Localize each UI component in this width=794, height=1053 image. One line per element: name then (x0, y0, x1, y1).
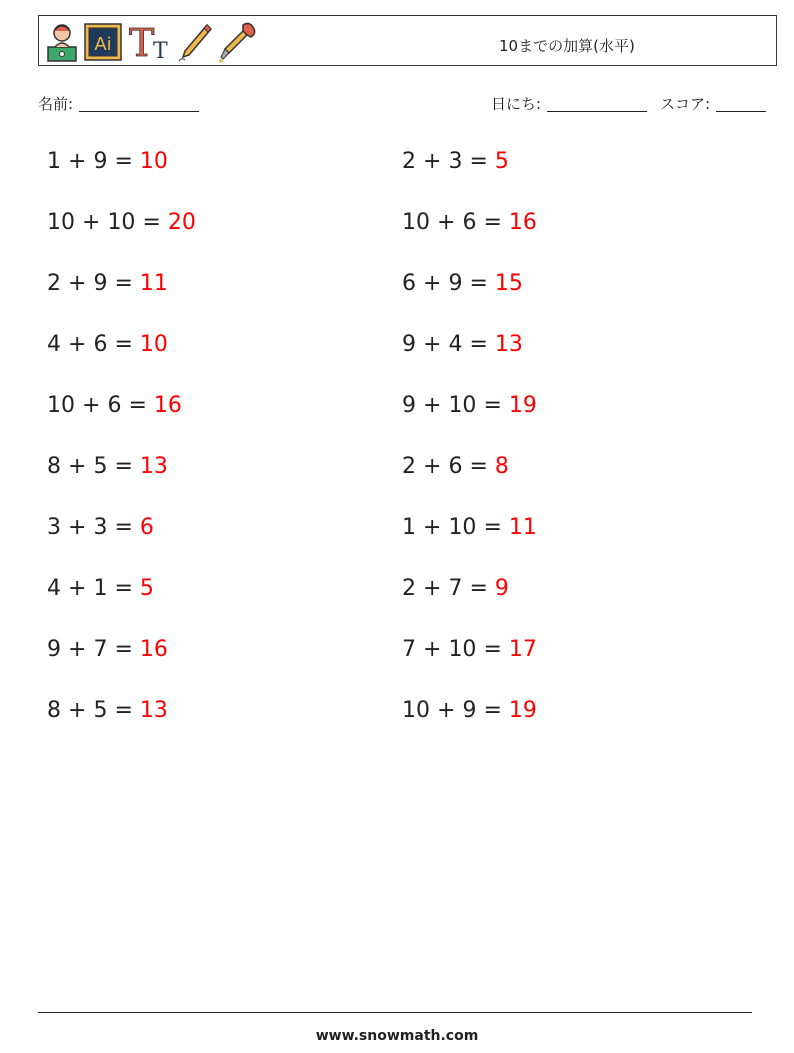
problem-addend: 6 (462, 210, 477, 235)
problem-question: 8 (47, 454, 61, 479)
problem-answer: 10 (139, 332, 168, 357)
problem-item (47, 514, 154, 542)
problem-item (47, 392, 182, 420)
problem-item (47, 331, 168, 359)
equals-sign: = (469, 149, 488, 174)
problem-item (47, 697, 168, 725)
plus-operator: + (82, 210, 101, 235)
equals-sign: = (142, 210, 161, 235)
problem-answer: 16 (139, 637, 168, 662)
problem-answer: 6 (139, 515, 154, 540)
problem-question: 8 (47, 698, 61, 723)
svg-text:T: T (153, 39, 168, 62)
problem-answer: 13 (494, 332, 523, 357)
equals-sign: = (114, 637, 133, 662)
problem-addend: 7 (448, 576, 463, 601)
problem-addend: 7 (93, 637, 108, 662)
equals-sign: = (483, 393, 502, 418)
pencil-icon (177, 21, 213, 63)
problem-addend: 5 (93, 454, 108, 479)
plus-operator: + (437, 698, 456, 723)
problem-addend: 3 (93, 515, 108, 540)
equals-sign: = (469, 271, 488, 296)
equals-sign: = (114, 515, 133, 540)
problem-answer: 11 (508, 515, 537, 540)
problem-item (47, 209, 196, 237)
equals-sign: = (469, 576, 488, 601)
score-blank[interactable] (716, 95, 766, 112)
problem-answer: 8 (494, 454, 509, 479)
problem-answer: 13 (139, 454, 168, 479)
problem-question: 6 (402, 271, 416, 296)
equals-sign: = (469, 332, 488, 357)
problem-addend: 9 (462, 698, 477, 723)
problem-addend: 6 (93, 332, 108, 357)
plus-operator: + (68, 637, 87, 662)
plus-operator: + (423, 454, 442, 479)
svg-text:T: T (129, 22, 155, 62)
equals-sign: = (114, 332, 133, 357)
plus-operator: + (437, 210, 456, 235)
problem-item (402, 148, 509, 176)
problem-question: 2 (47, 271, 61, 296)
equals-sign: = (114, 149, 133, 174)
problem-item (47, 636, 168, 664)
footer-divider (38, 1012, 752, 1013)
problem-question: 9 (402, 332, 416, 357)
plus-operator: + (423, 149, 442, 174)
problem-item (402, 270, 523, 298)
problem-item (402, 209, 537, 237)
plus-operator: + (423, 637, 442, 662)
problem-item (402, 392, 537, 420)
problem-addend: 3 (448, 149, 463, 174)
equals-sign: = (483, 698, 502, 723)
problem-item (402, 453, 509, 481)
plus-operator: + (423, 332, 442, 357)
plus-operator: + (82, 393, 101, 418)
equals-sign: = (483, 210, 502, 235)
problem-addend: 6 (448, 454, 463, 479)
plus-operator: + (68, 698, 87, 723)
problem-item (402, 636, 537, 664)
problem-item (47, 148, 168, 176)
problem-question: 10 (402, 698, 430, 723)
problem-question: 10 (402, 210, 430, 235)
problem-answer: 20 (167, 210, 196, 235)
date-blank[interactable] (547, 95, 647, 112)
problem-item (402, 331, 523, 359)
problem-answer: 16 (153, 393, 182, 418)
problem-question: 2 (402, 454, 416, 479)
plus-operator: + (423, 393, 442, 418)
name-blank[interactable] (79, 95, 199, 112)
problem-question: 10 (47, 393, 75, 418)
score-field[interactable] (660, 93, 766, 114)
worksheet-title: 10までの加算(水平) (499, 37, 635, 55)
problem-addend: 10 (448, 637, 477, 662)
problem-item (402, 575, 509, 603)
equals-sign: = (114, 698, 133, 723)
problem-question: 3 (47, 515, 61, 540)
problem-addend: 5 (93, 698, 108, 723)
problem-answer: 17 (508, 637, 537, 662)
problem-addend: 9 (448, 271, 463, 296)
problem-addend: 10 (107, 210, 136, 235)
problem-item (47, 270, 168, 298)
problem-question: 4 (47, 332, 61, 357)
equals-sign: = (483, 515, 502, 540)
problem-question: 1 (402, 515, 416, 540)
problem-answer: 10 (139, 149, 168, 174)
plus-operator: + (68, 576, 87, 601)
problem-addend: 9 (93, 149, 108, 174)
equals-sign: = (128, 393, 147, 418)
problem-question: 2 (402, 149, 416, 174)
ai-text-icon (83, 22, 123, 62)
eyedropper-icon (217, 21, 257, 63)
plus-operator: + (68, 332, 87, 357)
plus-operator: + (68, 515, 87, 540)
problem-item (402, 697, 537, 725)
plus-operator: + (423, 576, 442, 601)
problem-addend: 6 (107, 393, 122, 418)
date-label: 日にち: (491, 95, 542, 113)
header-icons (45, 20, 261, 64)
equals-sign: = (114, 271, 133, 296)
plus-operator: + (423, 271, 442, 296)
equals-sign: = (114, 454, 133, 479)
teacher-icon (45, 21, 79, 63)
name-label: 名前: (38, 95, 74, 113)
problem-addend: 9 (93, 271, 108, 296)
problem-item (47, 453, 168, 481)
equals-sign: = (469, 454, 488, 479)
problem-answer: 9 (494, 576, 509, 601)
problem-question: 2 (402, 576, 416, 601)
plus-operator: + (68, 454, 87, 479)
problem-answer: 13 (139, 698, 168, 723)
svg-text:Ai: Ai (94, 34, 112, 55)
footer-website: www.snowmath.com (315, 1028, 479, 1044)
problem-item (402, 514, 537, 542)
name-field[interactable] (38, 93, 199, 114)
plus-operator: + (68, 271, 87, 296)
problem-question: 4 (47, 576, 61, 601)
problem-question: 10 (47, 210, 75, 235)
date-field[interactable] (491, 93, 647, 114)
problem-question: 9 (47, 637, 61, 662)
worksheet-header (38, 15, 777, 66)
problem-answer: 5 (139, 576, 154, 601)
problem-answer: 19 (508, 698, 537, 723)
problem-addend: 10 (448, 515, 477, 540)
problem-answer: 15 (494, 271, 523, 296)
plus-operator: + (423, 515, 442, 540)
problem-question: 7 (402, 637, 416, 662)
problem-addend: 10 (448, 393, 477, 418)
problem-addend: 4 (448, 332, 463, 357)
problem-item (47, 575, 154, 603)
equals-sign: = (114, 576, 133, 601)
problem-answer: 16 (508, 210, 537, 235)
problem-answer: 19 (508, 393, 537, 418)
problem-addend: 1 (93, 576, 108, 601)
score-label: スコア: (660, 95, 711, 113)
problem-answer: 11 (139, 271, 168, 296)
problem-question: 1 (47, 149, 61, 174)
text-size-icon (127, 22, 173, 62)
problem-answer: 5 (494, 149, 509, 174)
equals-sign: = (483, 637, 502, 662)
problem-question: 9 (402, 393, 416, 418)
plus-operator: + (68, 149, 87, 174)
